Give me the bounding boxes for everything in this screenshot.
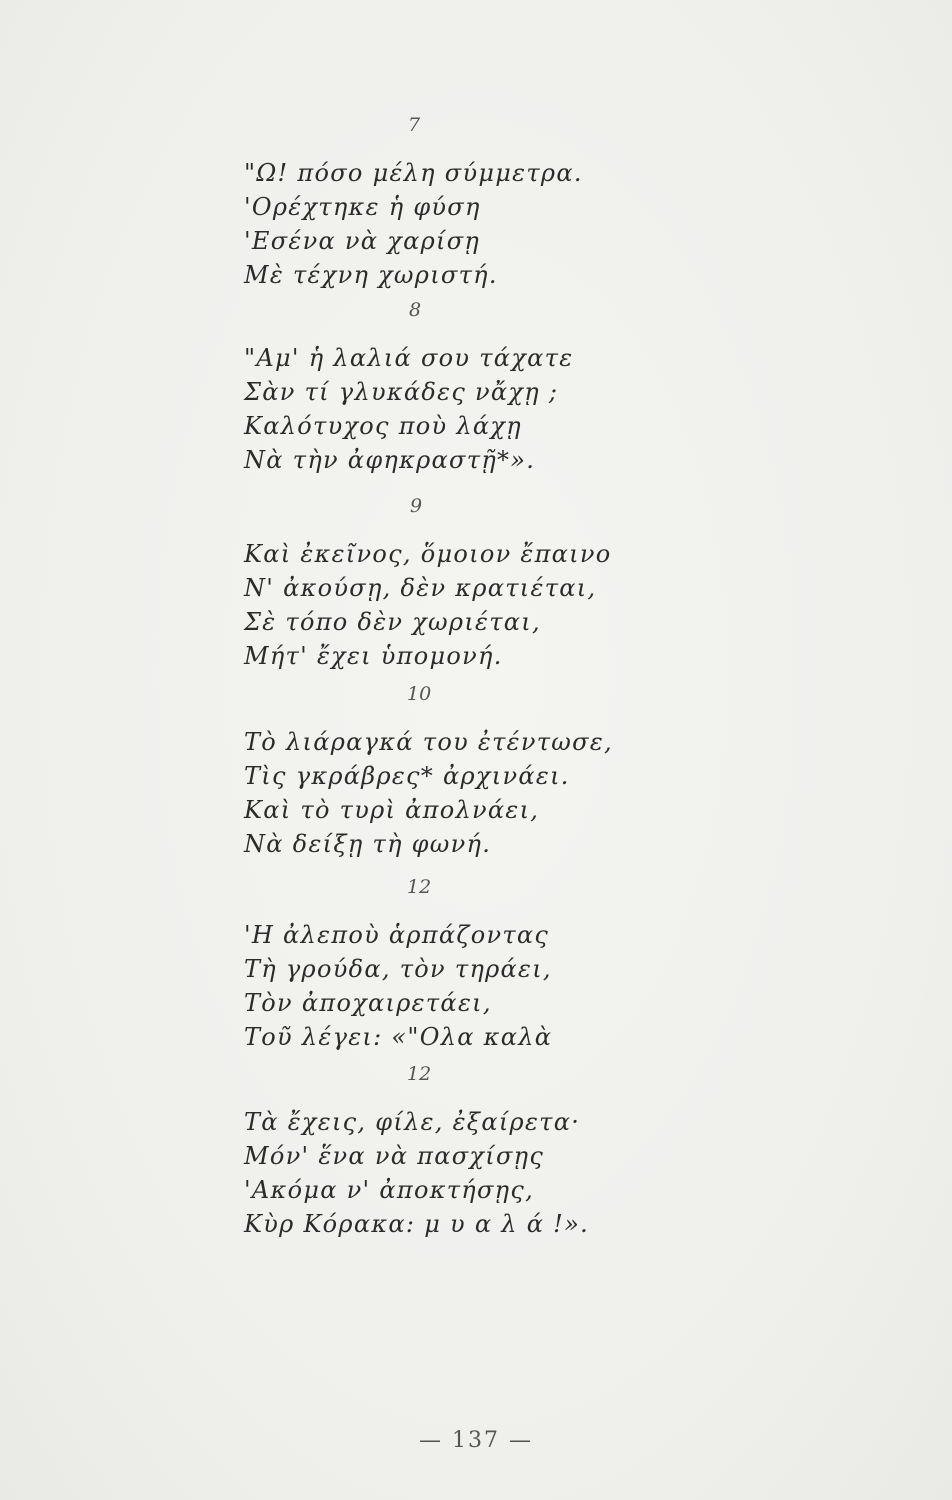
verse-line: Τὸ λιάραγκά του ἐτέντωσε, (244, 728, 613, 756)
verse-line: Τὰ ἔχεις, φίλε, ἐξαίρετα· (244, 1108, 581, 1136)
page-number: — 137 — (419, 1428, 533, 1453)
verse-line: Μήτ' ἔχει ὑπομονή. (244, 642, 503, 670)
verse-line: Καὶ ἐκεῖνος, ὅμοιον ἔπαινο (244, 540, 612, 568)
verse-line: Μὲ τέχνη χωριστή. (244, 261, 498, 289)
verse-line: Καλότυχος ποὺ λάχῃ (244, 412, 522, 440)
stanza-number: 7 (408, 114, 421, 136)
verse-line: Καὶ τὸ τυρὶ ἀπολνάει, (244, 796, 540, 824)
verse-line: Σὲ τόπο δὲν χωριέται, (244, 608, 541, 636)
verse-line: "Ω! πόσο μέλη σύμμετρα. (244, 159, 583, 187)
verse-line: Κὺρ Κόρακα: μ υ α λ ά !». (244, 1210, 590, 1238)
verse-line: 'Ακόμα ν' ἀποκτήσῃς, (244, 1176, 535, 1204)
stanza-number: 9 (410, 495, 423, 517)
verse-line: Τοῦ λέγει: «"Ολα καλὰ (244, 1023, 553, 1051)
verse-line: Νὰ δείξῃ τὴ φωνή. (244, 830, 492, 858)
verse-line: "Αμ' ἡ λαλιά σου τάχατε (244, 344, 574, 372)
verse-line: Σὰν τί γλυκάδες νἄχῃ ; (244, 378, 559, 406)
stanza-number: 12 (407, 876, 432, 898)
stanza-number: 12 (407, 1063, 432, 1085)
verse-line: Τὴ γρούδα, τὸν τηράει, (244, 955, 552, 983)
verse-line: Ν' ἀκούσῃ, δὲν κρατιέται, (244, 574, 597, 602)
verse-line: 'Η ἀλεποὺ ἁρπάζοντας (244, 921, 550, 949)
verse-line: 'Ορέχτηκε ἡ φύση (244, 193, 481, 221)
stanza-number: 8 (409, 299, 422, 321)
stanza-number: 10 (407, 683, 432, 705)
verse-line: Τὸν ἀποχαιρετάει, (244, 989, 492, 1017)
verse-line: 'Εσένα νὰ χαρίσῃ (244, 227, 481, 255)
verse-line: Νὰ τὴν ἀφηκραστῇ*». (244, 446, 536, 474)
verse-line: Μόν' ἕνα νὰ πασχίσῃς (244, 1142, 545, 1170)
verse-line: Τὶς γκράβρες* ἀρχινάει. (244, 762, 570, 790)
